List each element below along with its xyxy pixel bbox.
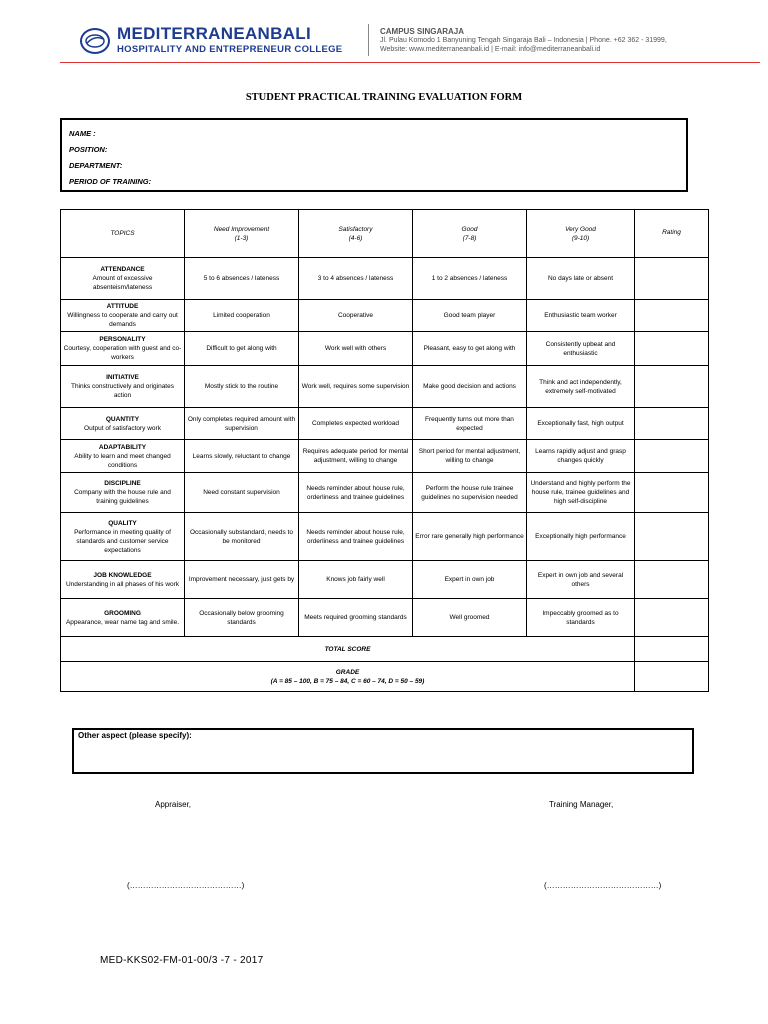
college-name: MEDITERRANEANBALI [117, 24, 311, 43]
header-satisfactory: Satisfactory (4-6) [299, 210, 413, 258]
campus-address: Jl. Pulau Komodo 1 Banyuning Tengah Singaraja Bali – Indonesia | Phone. +62 362 - 31999, [380, 37, 667, 44]
rating-cell[interactable] [635, 440, 709, 473]
table-row [61, 599, 709, 637]
rating-cell[interactable] [635, 332, 709, 366]
table-header-row [61, 210, 709, 258]
satisfactory-cell: Work well with others [299, 332, 413, 366]
topic-title: GROOMING [104, 609, 141, 617]
header-very-good: Very Good (9-10) [527, 210, 635, 258]
other-aspect-box[interactable] [72, 728, 694, 774]
need-improvement-cell: Learns slowly, reluctant to change [185, 440, 299, 473]
topic-cell [61, 300, 185, 332]
topic-cell [61, 513, 185, 561]
table-row [61, 440, 709, 473]
satisfactory-cell: Work well, requires some supervision [299, 366, 413, 408]
good-cell: Error rare generally high performance [413, 513, 527, 561]
topic-cell [61, 473, 185, 513]
rating-cell[interactable] [635, 513, 709, 561]
topic-description: Courtesy, cooperation with guest and co- workers [63, 345, 182, 361]
form-code: MED-KKS02-FM-01-00/3 -7 - 2017 [100, 955, 264, 966]
satisfactory-cell: Needs reminder about house rule, orderliness and trainee guidelines [299, 513, 413, 561]
good-cell: Good team player [413, 300, 527, 332]
position-field[interactable]: POSITION: [69, 145, 108, 154]
table-row [61, 332, 709, 366]
good-cell: Make good decision and actions [413, 366, 527, 408]
good-cell: 1 to 2 absences / lateness [413, 258, 527, 300]
topic-description: Amount of excessive absenteism/lateness [92, 275, 153, 291]
campus-website: Website: www.mediterraneanbali.id | E-mail: info@mediterraneanbali.id [380, 46, 601, 53]
good-cell: Well groomed [413, 599, 527, 637]
topic-cell [61, 408, 185, 440]
topic-cell [61, 440, 185, 473]
very-good-cell: Impeccably groomed as to standards [527, 599, 635, 637]
rating-cell[interactable] [635, 408, 709, 440]
manager-signature-line[interactable]: (……………………………………) [544, 881, 662, 890]
topic-cell [61, 366, 185, 408]
satisfactory-cell: Knows job fairly well [299, 561, 413, 599]
college-subtitle: HOSPITALITY AND ENTREPRENEUR COLLEGE [117, 44, 343, 55]
rating-cell[interactable] [635, 561, 709, 599]
grade-value-cell[interactable] [635, 662, 709, 692]
very-good-cell: Exceptionally fast, high output [527, 408, 635, 440]
appraiser-label: Appraiser, [155, 800, 192, 809]
need-improvement-cell: Only completes required amount with supervision [185, 408, 299, 440]
header-need-improvement: Need Improvement (1-3) [185, 210, 299, 258]
satisfactory-cell: Cooperative [299, 300, 413, 332]
topic-title: INITIATIVE [106, 374, 139, 381]
table-row [61, 408, 709, 440]
topic-title: ADAPTABILITY [98, 443, 147, 451]
very-good-cell: Understand and highly perform the house rule, trainee guidelines and high self-discipline [527, 473, 635, 513]
very-good-cell: Exceptionally high performance [527, 513, 635, 561]
topic-description: Company with the house rule and training guidelines [74, 489, 171, 505]
topic-title: QUANTITY [105, 415, 140, 423]
satisfactory-cell: Requires adequate period for mental adjustment, willing to change [299, 440, 413, 473]
good-cell: Expert in own job [413, 561, 527, 599]
very-good-cell: No days late or absent [527, 258, 635, 300]
topic-title: DISCIPLINE [104, 480, 141, 487]
topic-description: Output of satisfactory work [84, 424, 161, 432]
header-topics: TOPICS [61, 210, 185, 258]
student-info-box [60, 118, 688, 192]
total-score-row [61, 637, 709, 662]
topic-description: Appearance, wear name tag and smile. [65, 618, 180, 626]
need-improvement-cell: Improvement necessary, just gets by [185, 561, 299, 599]
topic-description: Willingness to cooperate and carry out demands [67, 312, 178, 328]
college-logo-icon [80, 28, 110, 54]
satisfactory-cell: Needs reminder about house rule, orderliness and trainee guidelines [299, 473, 413, 513]
header-divider [368, 24, 369, 56]
table-row [61, 300, 709, 332]
period-field[interactable]: PERIOD OF TRAINING: [69, 177, 152, 186]
evaluation-table [60, 209, 709, 692]
need-improvement-cell: 5 to 6 absences / lateness [185, 258, 299, 300]
campus-name: CAMPUS SINGARAJA [380, 27, 465, 36]
need-improvement-cell: Difficult to get along with [185, 332, 299, 366]
topic-cell [61, 599, 185, 637]
rating-cell[interactable] [635, 258, 709, 300]
total-score-label: TOTAL SCORE [61, 637, 635, 662]
topic-title: ATTITUDE [106, 303, 139, 310]
grade-row [61, 662, 709, 692]
topic-description: Ability to learn and meet changed conditions [74, 452, 171, 469]
topic-title: QUALITY [108, 519, 137, 527]
rating-cell[interactable] [635, 366, 709, 408]
very-good-cell: Learns rapidly adjust and grasp changes quickly [527, 440, 635, 473]
total-score-cell[interactable] [635, 637, 709, 662]
table-row [61, 366, 709, 408]
topic-cell [61, 332, 185, 366]
table-row [61, 513, 709, 561]
rating-cell[interactable] [635, 473, 709, 513]
topic-description: Understanding in all phases of his work [65, 580, 180, 588]
grade-cell [61, 662, 635, 692]
letterhead [0, 0, 768, 64]
topic-title: JOB KNOWLEDGE [93, 571, 152, 579]
need-improvement-cell: Limited cooperation [185, 300, 299, 332]
department-field[interactable]: DEPARTMENT: [69, 161, 123, 170]
table-row [61, 561, 709, 599]
very-good-cell: Enthusiastic team worker [527, 300, 635, 332]
very-good-cell: Expert in own job and several others [527, 561, 635, 599]
topic-cell [61, 258, 185, 300]
satisfactory-cell: Completes expected workload [299, 408, 413, 440]
grade-label: GRADE [335, 668, 360, 676]
very-good-cell: Consistently upbeat and enthusiastic [527, 332, 635, 366]
form-title: STUDENT PRACTICAL TRAINING EVALUATION FORM [245, 92, 523, 103]
appraiser-signature-line[interactable]: (……………………………………) [127, 881, 245, 890]
satisfactory-cell: 3 to 4 absences / lateness [299, 258, 413, 300]
need-improvement-cell: Occasionally below grooming standards [185, 599, 299, 637]
header-good: Good (7-8) [413, 210, 527, 258]
satisfactory-cell: Meets required grooming standards [299, 599, 413, 637]
good-cell: Short period for mental adjustment, willing to change [413, 440, 527, 473]
need-improvement-cell: Need constant supervision [185, 473, 299, 513]
rating-cell[interactable] [635, 599, 709, 637]
good-cell: Perform the house rule trainee guidelines no supervision needed [413, 473, 527, 513]
name-field[interactable]: NAME : [69, 129, 96, 138]
rating-cell[interactable] [635, 300, 709, 332]
topic-cell [61, 561, 185, 599]
manager-label: Training Manager, [549, 800, 614, 809]
table-row [61, 258, 709, 300]
table-row [61, 473, 709, 513]
topic-description: Thinks constructively and originates action [71, 383, 174, 399]
grade-scale: (A = 85 – 100, B = 75 – 84, C = 60 – 74, D = 50 – 59) [270, 677, 425, 685]
topic-title: ATTENDANCE [100, 266, 145, 273]
topic-description: Performance in meeting quality of standards and customer service expectations [74, 528, 171, 554]
need-improvement-cell: Mostly stick to the routine [185, 366, 299, 408]
need-improvement-cell: Occasionally substandard, needs to be monitored [185, 513, 299, 561]
other-aspect-label: Other aspect (please specify): [78, 731, 192, 740]
topic-title: PERSONALITY [99, 336, 146, 343]
very-good-cell: Think and act independently, extremely self-motivated [527, 366, 635, 408]
good-cell: Frequently turns out more than expected [413, 408, 527, 440]
header-rule [60, 62, 760, 63]
good-cell: Pleasant, easy to get along with [413, 332, 527, 366]
header-rating: Rating [635, 210, 709, 258]
